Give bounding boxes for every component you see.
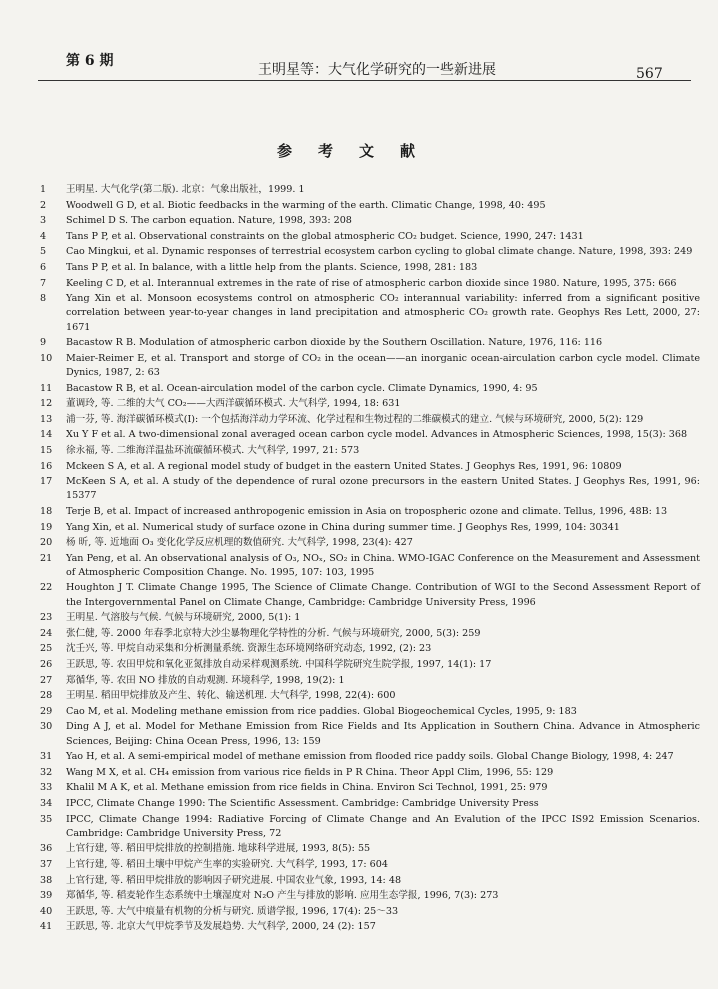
reference-number: 20 (40, 537, 53, 549)
reference-number: 6 (40, 261, 47, 273)
reference-text: Wang M X, et al. CH₄ emission from various rice fields in P R China. Theor Appl Clim, 1996, 55: 129 (66, 766, 554, 778)
reference-item (40, 214, 700, 228)
reference-number: 38 (40, 874, 53, 886)
reference-item (40, 766, 700, 780)
reference-text: 王明星. 大气化学(第二版). 北京：气象出版社，1999. 1 (66, 184, 305, 195)
reference-number: 9 (40, 337, 47, 349)
reference-item (40, 750, 700, 764)
reference-item (40, 611, 700, 625)
reference-text: 上官行建, 等. 稻田甲烷排放的影响因子研究进展. 中国农业气象, 1993, 14: 48 (66, 874, 402, 886)
reference-text: Maier-Reimer E, et al. Transport and storge of CO₂ in the ocean——an inorganic ocean-airculation carbon cycle model. Climate Dynics, 1987, 2: 63 (66, 352, 700, 378)
reference-text: Bacastow R B, et al. Ocean-airculation model of the carbon cycle. Climate Dynamics, 1990, 4: 95 (66, 382, 538, 394)
reference-item (40, 292, 700, 335)
reference-item (40, 245, 700, 259)
reference-text: 杨 昕, 等. 近地面 O₃ 变化化学反应机理的数值研究. 大气科学, 1998, 23(4): 427 (66, 537, 413, 549)
reference-item (40, 475, 700, 503)
reference-item (40, 674, 700, 688)
reference-item (40, 199, 700, 213)
reference-item (40, 858, 700, 872)
reference-item (40, 627, 700, 641)
reference-item (40, 581, 700, 609)
reference-text: IPCC, Climate Change 1994: Radiative Forcing of Climate Change and An Evalution of the IPCC IS92 Emission Scenarios. Cambridge: Cambridge University Press, 72 (66, 813, 700, 839)
reference-text: Yan Peng, et al. An observational analysis of O₃, NOₓ, SO₂ in China. WMO-IGAC Conference on the Measurement and Assessment of Atmospheric Composition Change. No. 1995, 107: 103, 1995 (66, 552, 700, 578)
reference-item (40, 552, 700, 580)
reference-number: 11 (40, 382, 53, 394)
header-rule (38, 80, 691, 81)
reference-text: 张仁健, 等. 2000 年春季北京特大沙尘暴物理化学特性的分析. 气候与环境研究, 2000, 5(3): 259 (66, 627, 481, 639)
reference-item (40, 842, 700, 856)
reference-text: 徐永福, 等. 二维海洋温盐环流碳循环模式. 大气科学, 1997, 21: 573 (66, 444, 360, 456)
reference-item (40, 781, 700, 795)
reference-text: 王明星. 稻田甲烷排放及产生、转化、输送机理. 大气科学, 1998, 22(4): 600 (66, 690, 396, 702)
reference-number: 1 (40, 184, 47, 195)
running-title: 王明星等：大气化学研究的一些新进展 (258, 62, 496, 78)
reference-number: 18 (40, 505, 53, 517)
reference-item (40, 261, 700, 275)
reference-number: 41 (40, 921, 53, 933)
reference-text: 王跃思, 等. 北京大气甲烷季节及发展趋势. 大气科学, 2000, 24 (2): 157 (66, 921, 376, 933)
reference-item (40, 444, 700, 458)
reference-text: Yang Xin et al. Monsoon ecosystems control on atmospheric CO₂ interannual variability: inferred from a significant positive correlation between year-to-year changes in land precipitation and atmospheric CO₂ growth rate. Geophys Res Lett, 2000, 27: 1671 (66, 293, 700, 333)
reference-number: 19 (40, 521, 53, 533)
reference-number: 3 (40, 215, 47, 227)
reference-number: 5 (40, 246, 47, 258)
reference-number: 32 (40, 766, 53, 778)
reference-number: 7 (40, 277, 47, 289)
reference-item (40, 720, 700, 748)
reference-item (40, 889, 700, 903)
reference-number: 8 (40, 293, 47, 305)
references-heading: 参考文献 (276, 142, 441, 160)
reference-number: 10 (40, 352, 53, 364)
reference-item (40, 705, 700, 719)
reference-text: Schimel D S. The carbon equation. Nature, 1998, 393: 208 (66, 215, 352, 227)
reference-text: McKeen S A, et al. A study of the dependence of rural ozone precursors in the eastern United States. J Geophys Res, 1991, 96: 15377 (66, 476, 700, 502)
page-header (38, 44, 688, 82)
reference-number: 12 (40, 398, 53, 410)
page-number: 567 (636, 66, 663, 82)
reference-number: 14 (40, 429, 53, 441)
reference-list (40, 183, 700, 935)
reference-item (40, 460, 700, 474)
reference-text: 王跃思, 等. 农田甲烷和氧化亚氮排放自动采样观测系统. 中国科学院研究生院学报, 1997, 14(1): 17 (66, 659, 492, 671)
reference-number: 23 (40, 612, 53, 624)
reference-item (40, 920, 700, 934)
reference-text: Houghton J T. Climate Change 1995, The Science of Climate Change. Contribution of WGI to the Second Assessment Report of the Intergovernmental Panel on Climate Change, Cambridge: Cambridge University Press, 1996 (66, 582, 700, 608)
reference-number: 16 (40, 460, 53, 472)
reference-item (40, 277, 700, 291)
reference-number: 25 (40, 643, 53, 655)
reference-item (40, 874, 700, 888)
reference-text: IPCC, Climate Change 1990: The Scientific Assessment. Cambridge: Cambridge University Press (66, 798, 539, 810)
reference-number: 2 (40, 199, 47, 211)
reference-number: 33 (40, 782, 53, 794)
reference-text: Tans P P, et al. In balance, with a little help from the plants. Science, 1998, 281: 183 (66, 261, 478, 273)
reference-number: 27 (40, 674, 53, 686)
reference-item (40, 521, 700, 535)
reference-number: 22 (40, 582, 53, 594)
reference-text: Yang Xin, et al. Numerical study of surface ozone in China during summer time. J Geophys Res, 1999, 104: 30341 (66, 521, 620, 533)
reference-text: 王明星. 气溶胶与气候. 气候与环境研究, 2000, 5(1): 1 (66, 612, 301, 624)
reference-text: Ding A J, et al. Model for Methane Emission from Rice Fields and Its Application in Southern China. Advance in Atmospheric Sciences, Beijing: China Ocean Press, 1996, 13: 159 (66, 721, 700, 747)
reference-number: 34 (40, 798, 53, 810)
reference-item (40, 183, 700, 197)
reference-item (40, 505, 700, 519)
reference-text: 王跃思, 等. 大气中痕量有机物的分析与研究. 质谱学报, 1996, 17(4): 25～33 (66, 905, 399, 917)
reference-text: 董调玲, 等. 二维的大气 CO₂——大西洋碳循环模式. 大气科学, 1994, 18: 631 (66, 398, 401, 410)
reference-number: 30 (40, 721, 53, 733)
reference-item (40, 382, 700, 396)
reference-number: 13 (40, 413, 53, 425)
reference-item (40, 905, 700, 919)
reference-item (40, 428, 700, 442)
reference-text: Cao M, et al. Modeling methane emission from rice paddies. Global Biogeochemical Cycles, 1995, 9: 183 (66, 705, 577, 717)
reference-item (40, 352, 700, 380)
reference-number: 21 (40, 552, 53, 564)
reference-number: 24 (40, 627, 53, 639)
reference-number: 17 (40, 476, 53, 488)
reference-item (40, 813, 700, 841)
reference-text: 上官行建, 等. 稻田甲烷排放的控制措施. 地球科学进展, 1993, 8(5): 55 (66, 843, 371, 855)
reference-text: Woodwell G D, et al. Biotic feedbacks in the warming of the earth. Climatic Change, 1998, 40: 495 (66, 199, 546, 211)
reference-text: 郑循华, 等. 农田 NO 排放的自动观测. 环境科学, 1998, 19(2): 1 (66, 674, 345, 686)
reference-item (40, 397, 700, 411)
reference-text: Terje B, et al. Impact of increased anthropogenic emission in Asia on tropospheric ozone and climate. Tellus, 1996, 48B: 13 (66, 505, 668, 517)
reference-text: 郑循华, 等. 稻麦轮作生态系统中土壤湿度对 N₂O 产生与排放的影响. 应用生态学报, 1996, 7(3): 273 (66, 890, 499, 902)
reference-item (40, 536, 700, 550)
reference-text: Tans P P, et al. Observational constraints on the global atmospheric CO₂ budget. Science, 1990, 247: 1431 (66, 230, 584, 242)
reference-text: Cao Mingkui, et al. Dynamic responses of terrestrial ecosystem carbon cycling to global climate change. Nature, 1998, 393: 249 (66, 246, 693, 258)
reference-item (40, 642, 700, 656)
reference-item (40, 230, 700, 244)
reference-text: 上官行建, 等. 稻田土壤中甲烷产生率的实验研究. 大气科学, 1993, 17: 604 (66, 859, 388, 870)
issue-label: 第 6 期 (66, 53, 114, 69)
reference-number: 26 (40, 659, 53, 671)
reference-number: 31 (40, 751, 53, 763)
reference-item (40, 413, 700, 427)
reference-item (40, 658, 700, 672)
reference-item (40, 689, 700, 703)
reference-number: 39 (40, 890, 53, 902)
reference-number: 40 (40, 905, 53, 917)
reference-number: 36 (40, 843, 53, 855)
reference-text: Yao H, et al. A semi-empirical model of methane emission from flooded rice paddy soils. Global Change Biology, 1998, 4: 247 (66, 751, 674, 763)
reference-number: 15 (40, 444, 53, 456)
reference-text: 浦一芬, 等. 海洋碳循环模式(Ⅰ): 一个包括海洋动力学环流、化学过程和生物过程的二维碳模式的建立. 气候与环境研究, 2000, 5(2): 129 (66, 413, 644, 425)
reference-number: 37 (40, 859, 53, 870)
reference-text: Bacastow R B. Modulation of atmospheric carbon dioxide by the Southern Oscillation. Nature, 1976, 116: 116 (66, 337, 603, 349)
reference-item (40, 797, 700, 811)
reference-item (40, 336, 700, 350)
reference-text: Keeling C D, et al. Interannual extremes in the rate of rise of atmospheric carbon dioxide since 1980. Nature, 1995, 375: 666 (66, 277, 677, 289)
reference-number: 35 (40, 813, 53, 825)
reference-number: 29 (40, 705, 53, 717)
reference-text: Khalil M A K, et al. Methane emission from rice fields in China. Environ Sci Technol, 1991, 25: 979 (66, 782, 548, 794)
reference-number: 28 (40, 690, 53, 702)
reference-text: Xu Y F et al. A two-dimensional zonal averaged ocean carbon cycle model. Advances in Atmospheric Sciences, 1998, 15(3): 368 (66, 429, 688, 441)
reference-text: 沈壬兴, 等. 甲烷自动采集和分析测量系统. 资源生态环境网络研究动态, 1992, (2): 23 (66, 643, 432, 655)
reference-number: 4 (40, 230, 47, 242)
reference-text: Mckeen S A, et al. A regional model study of budget in the eastern United States. J Geophys Res, 1991, 96: 10809 (66, 460, 622, 472)
